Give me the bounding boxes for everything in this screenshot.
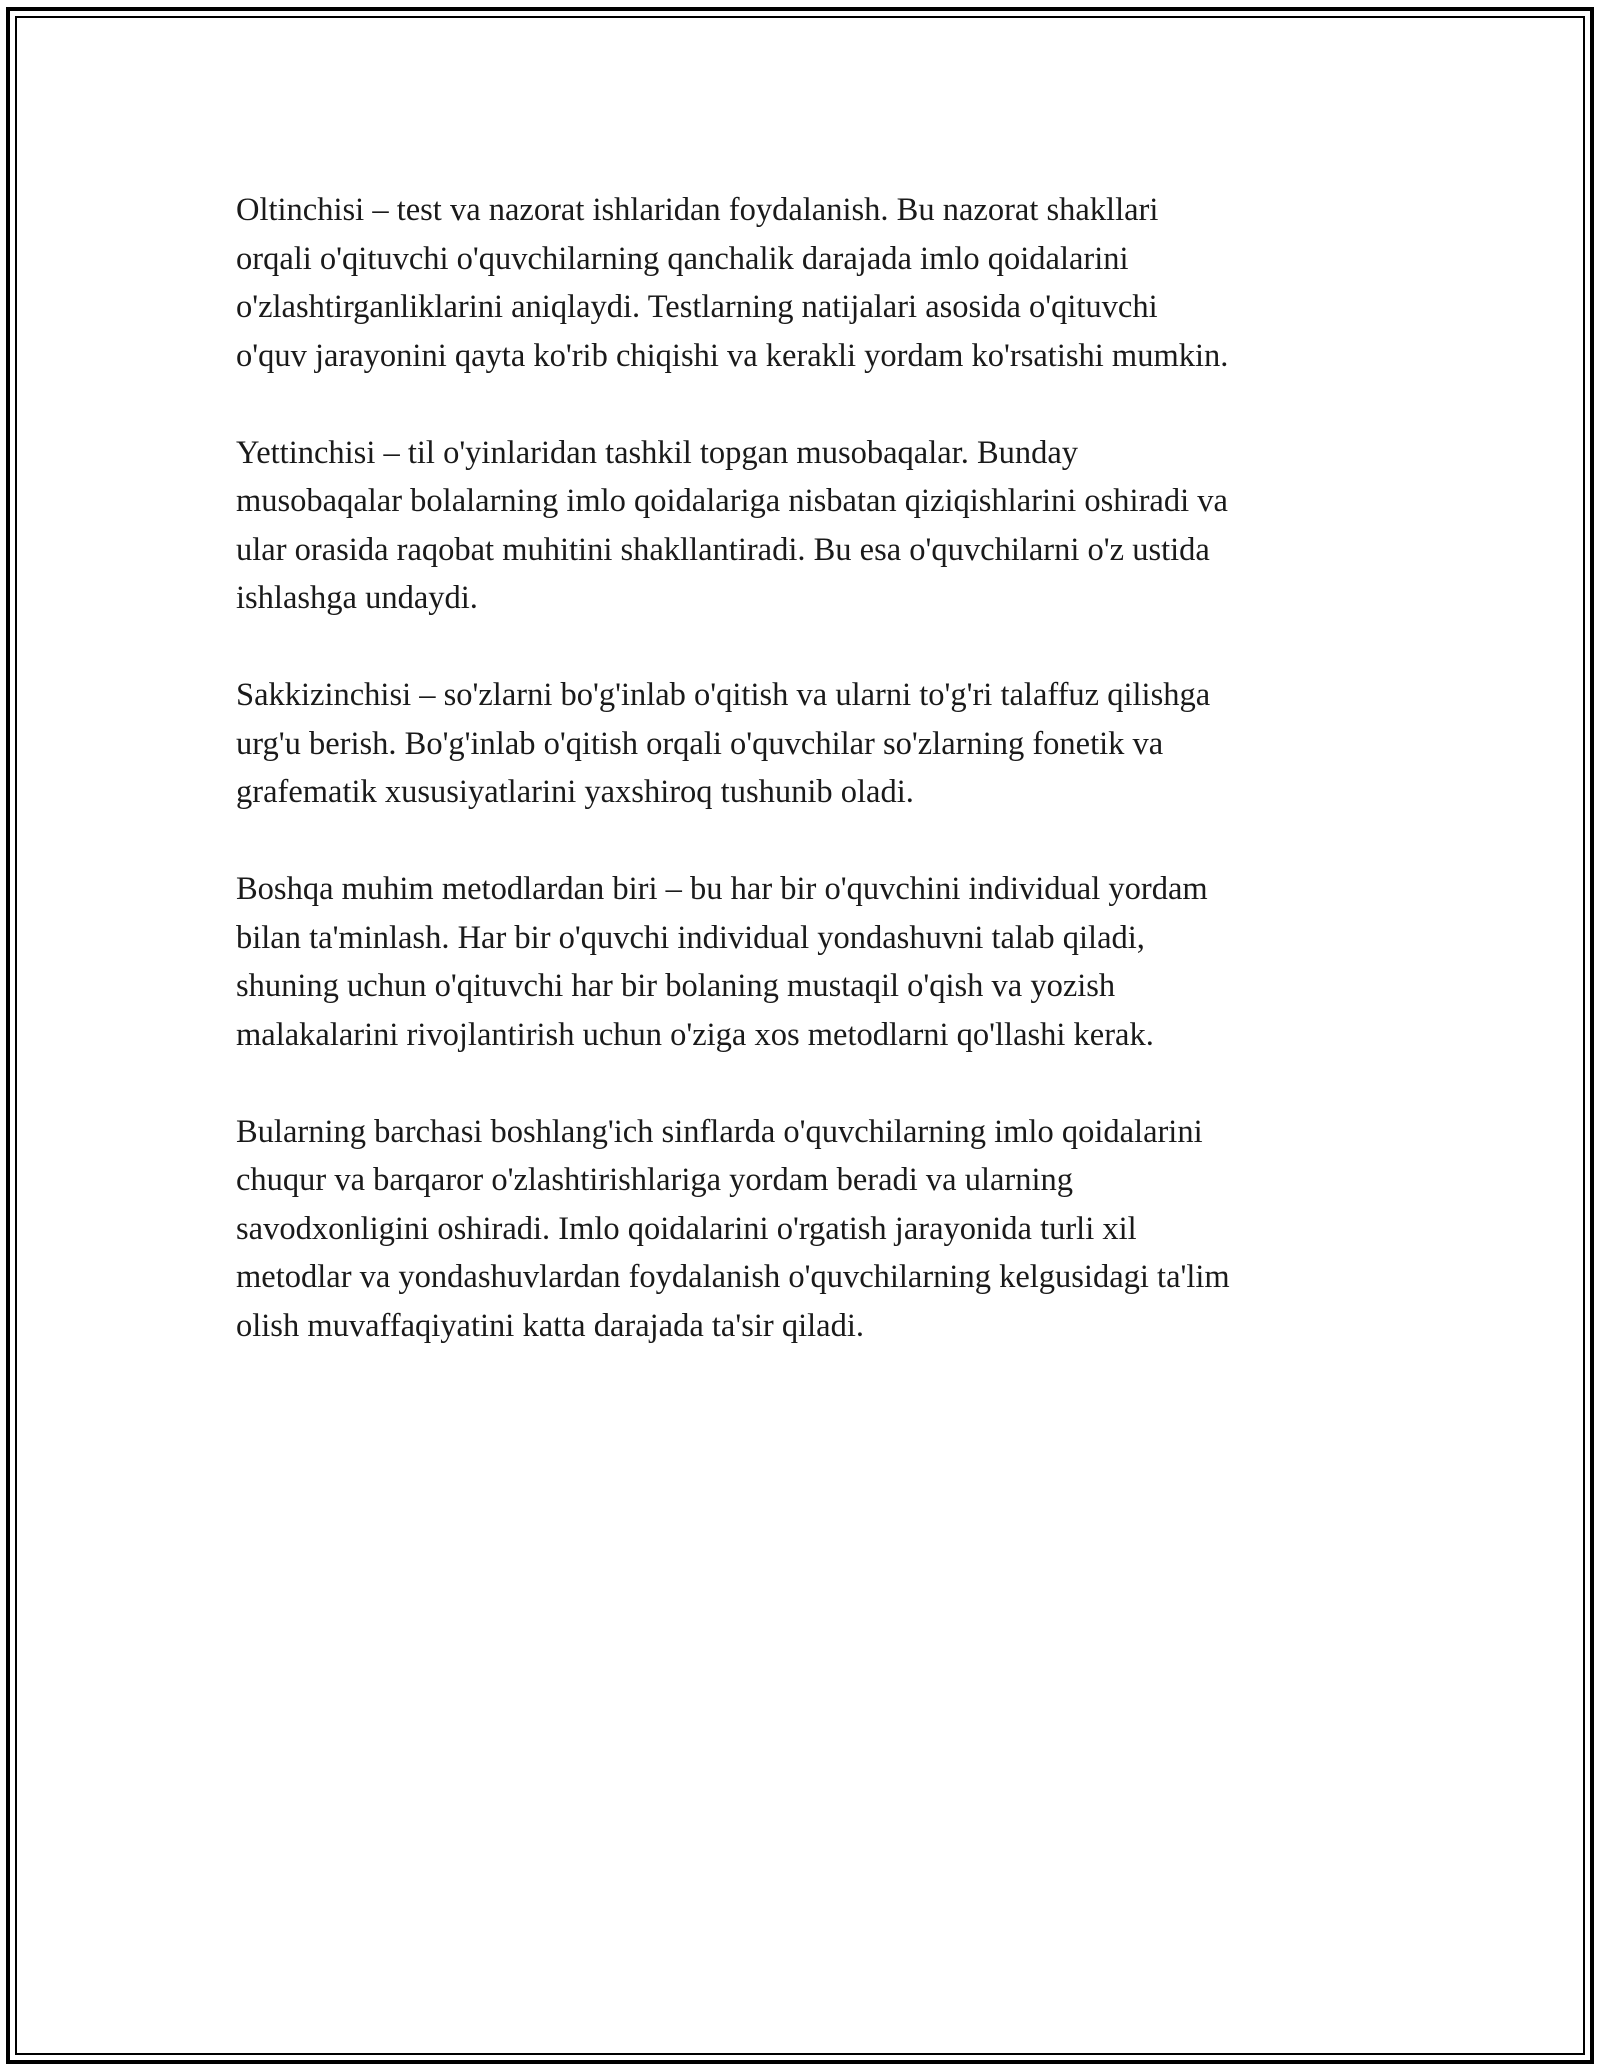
text-line: o'zlashtirganliklarini aniqlaydi. Testlarning natijalari asosida o'qituvchi [236,289,1158,325]
text-line: grafematik xususiyatlarini yaxshiroq tushunib oladi. [236,774,914,810]
text-line: orqali o'qituvchi o'quvchilarning qanchalik darajada imlo qoidalarini [236,240,1129,277]
text-line: malakalarini rivojlantirish uchun o'ziga xos metodlarni qo'llashi kerak. [236,1016,1154,1053]
text-line: Boshqa muhim metodlardan biri – bu har bir o'quvchini individual yordam [236,871,1208,907]
text-line: olish muvaffaqiyatini katta darajada ta'sir qiladi. [236,1307,864,1344]
paragraph-oltinchisi [236,186,1386,380]
text-line: Yettinchisi – til o'yinlaridan tashkil topgan musobaqalar. Bunday [236,434,1079,471]
text-line: shuning uchun o'qituvchi har bir bolaning mustaqil o'qish va yozish [236,968,1116,1004]
text-line: savodxonligini oshiradi. Imlo qoidalarini o'rgatish jarayonida turli xil [236,1210,1137,1247]
text-line: bilan ta'minlash. Har bir o'quvchi individual yondashuvni talab qiladi, [236,919,1145,956]
document-body [236,186,1386,1399]
text-line: ishlashga undaydi. [236,580,478,616]
text-line: Bularning barchasi boshlang'ich sinflarda o'quvchilarning imlo qoidalarini [236,1113,1203,1150]
text-line: Oltinchisi – test va nazorat ishlaridan foydalanish. Bu nazorat shakllari [236,192,1159,228]
text-line: urg'u berish. Bo'g'inlab o'qitish orqali o'quvchilar so'zlarning fonetik va [236,725,1164,762]
paragraph-boshqa-metod [236,865,1386,1059]
text-line: ular orasida raqobat muhitini shakllantiradi. Bu esa o'quvchilarni o'z ustida [236,531,1210,568]
paragraph-sakkizinchisi [236,671,1386,817]
text-line: chuqur va barqaror o'zlashtirishlariga yordam beradi va ularning [236,1162,1074,1198]
text-line: musobaqalar bolalarning imlo qoidalariga nisbatan qiziqishlarini oshiradi va [236,483,1228,519]
text-line: Sakkizinchisi – so'zlarni bo'g'inlab o'qitish va ularni to'g'ri talaffuz qilishga [236,677,1211,713]
paragraph-yettinchisi [236,429,1386,623]
text-line: o'quv jarayonini qayta ko'rib chiqishi va kerakli yordam ko'rsatishi mumkin. [236,337,1229,374]
text-line: metodlar va yondashuvlardan foydalanish o'quvchilarning kelgusidagi ta'lim [236,1259,1230,1295]
paragraph-xulosa [236,1108,1386,1351]
